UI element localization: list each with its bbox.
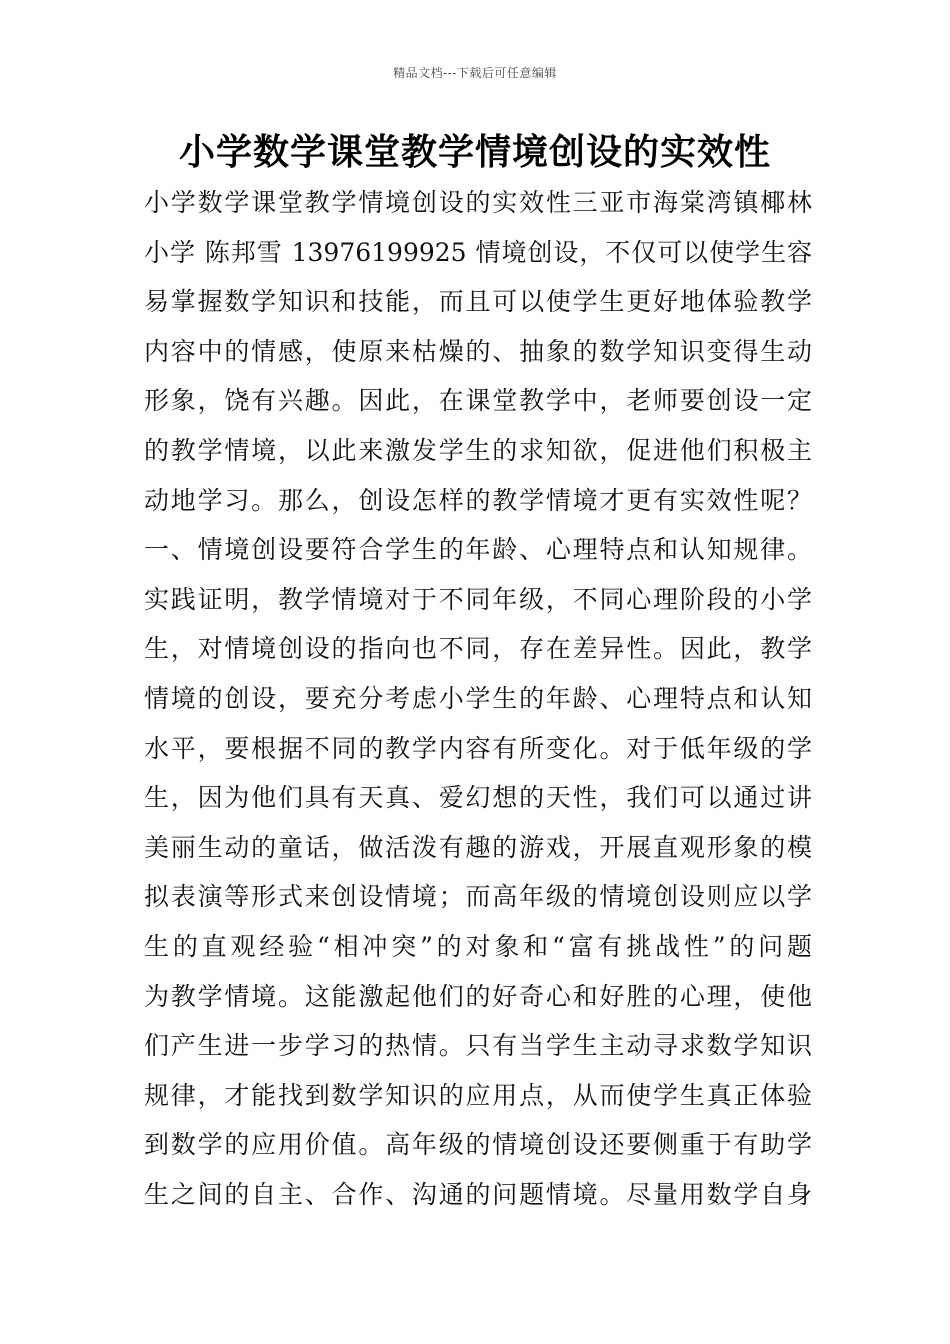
- body-line: 生的直观经验“相冲突”的对象和“富有挑战性”的问题: [144, 931, 812, 961]
- body-line: 们产生进一步学习的热情。只有当学生主动寻求数学知识: [144, 1031, 812, 1061]
- page-header: 精品文档---下载后可任意编辑: [393, 66, 557, 80]
- body-line: 情境的创设，要充分考虑小学生的年龄、心理特点和认知: [144, 683, 812, 713]
- body-line: 为教学情境。这能激起他们的好奇心和好胜的心理，使他: [144, 981, 812, 1011]
- body-line: 水平，要根据不同的教学内容有所变化。对于低年级的学: [144, 733, 812, 763]
- document-title: 小学数学课堂教学情境创设的实效性: [178, 132, 771, 173]
- body-line: 生之间的自主、合作、沟通的问题情境。尽量用数学自身: [144, 1179, 812, 1209]
- body-line: 内容中的情感，使原来枯燥的、抽象的数学知识变得生动: [144, 336, 812, 366]
- body-line: 规律，才能找到数学知识的应用点，从而使学生真正体验: [144, 1080, 812, 1110]
- body-line: 生，因为他们具有天真、爱幻想的天性，我们可以通过讲: [144, 783, 812, 813]
- document-body: [144, 178, 812, 1219]
- body-line: 拟表演等形式来创设情境；而高年级的情境创设则应以学: [144, 882, 812, 912]
- section-heading: 一、情境创设要符合学生的年龄、心理特点和认知规律。: [144, 535, 812, 565]
- body-line: 生，对情境创设的指向也不同，存在差异性。因此，教学: [144, 634, 812, 664]
- body-line: 形象，饶有兴趣。因此，在课堂教学中，老师要创设一定: [144, 386, 812, 416]
- body-line: 小学 陈邦雪 13976199925 情境创设，不仅可以使学生容: [144, 237, 812, 267]
- body-line: 美丽生动的童话，做活泼有趣的游戏，开展直观形象的模: [144, 832, 812, 862]
- body-line: 到数学的应用价值。高年级的情境创设还要侧重于有助学: [144, 1130, 812, 1160]
- body-line: 实践证明，教学情境对于不同年级，不同心理阶段的小学: [144, 584, 812, 614]
- body-line: 易掌握数学知识和技能，而且可以使学生更好地体验教学: [144, 287, 812, 317]
- body-line: 动地学习。那么，创设怎样的教学情境才更有实效性呢？: [144, 485, 812, 515]
- body-line: 小学数学课堂教学情境创设的实效性三亚市海棠湾镇椰林: [144, 188, 812, 217]
- body-line: 的教学情境，以此来激发学生的求知欲，促进他们积极主: [144, 435, 812, 465]
